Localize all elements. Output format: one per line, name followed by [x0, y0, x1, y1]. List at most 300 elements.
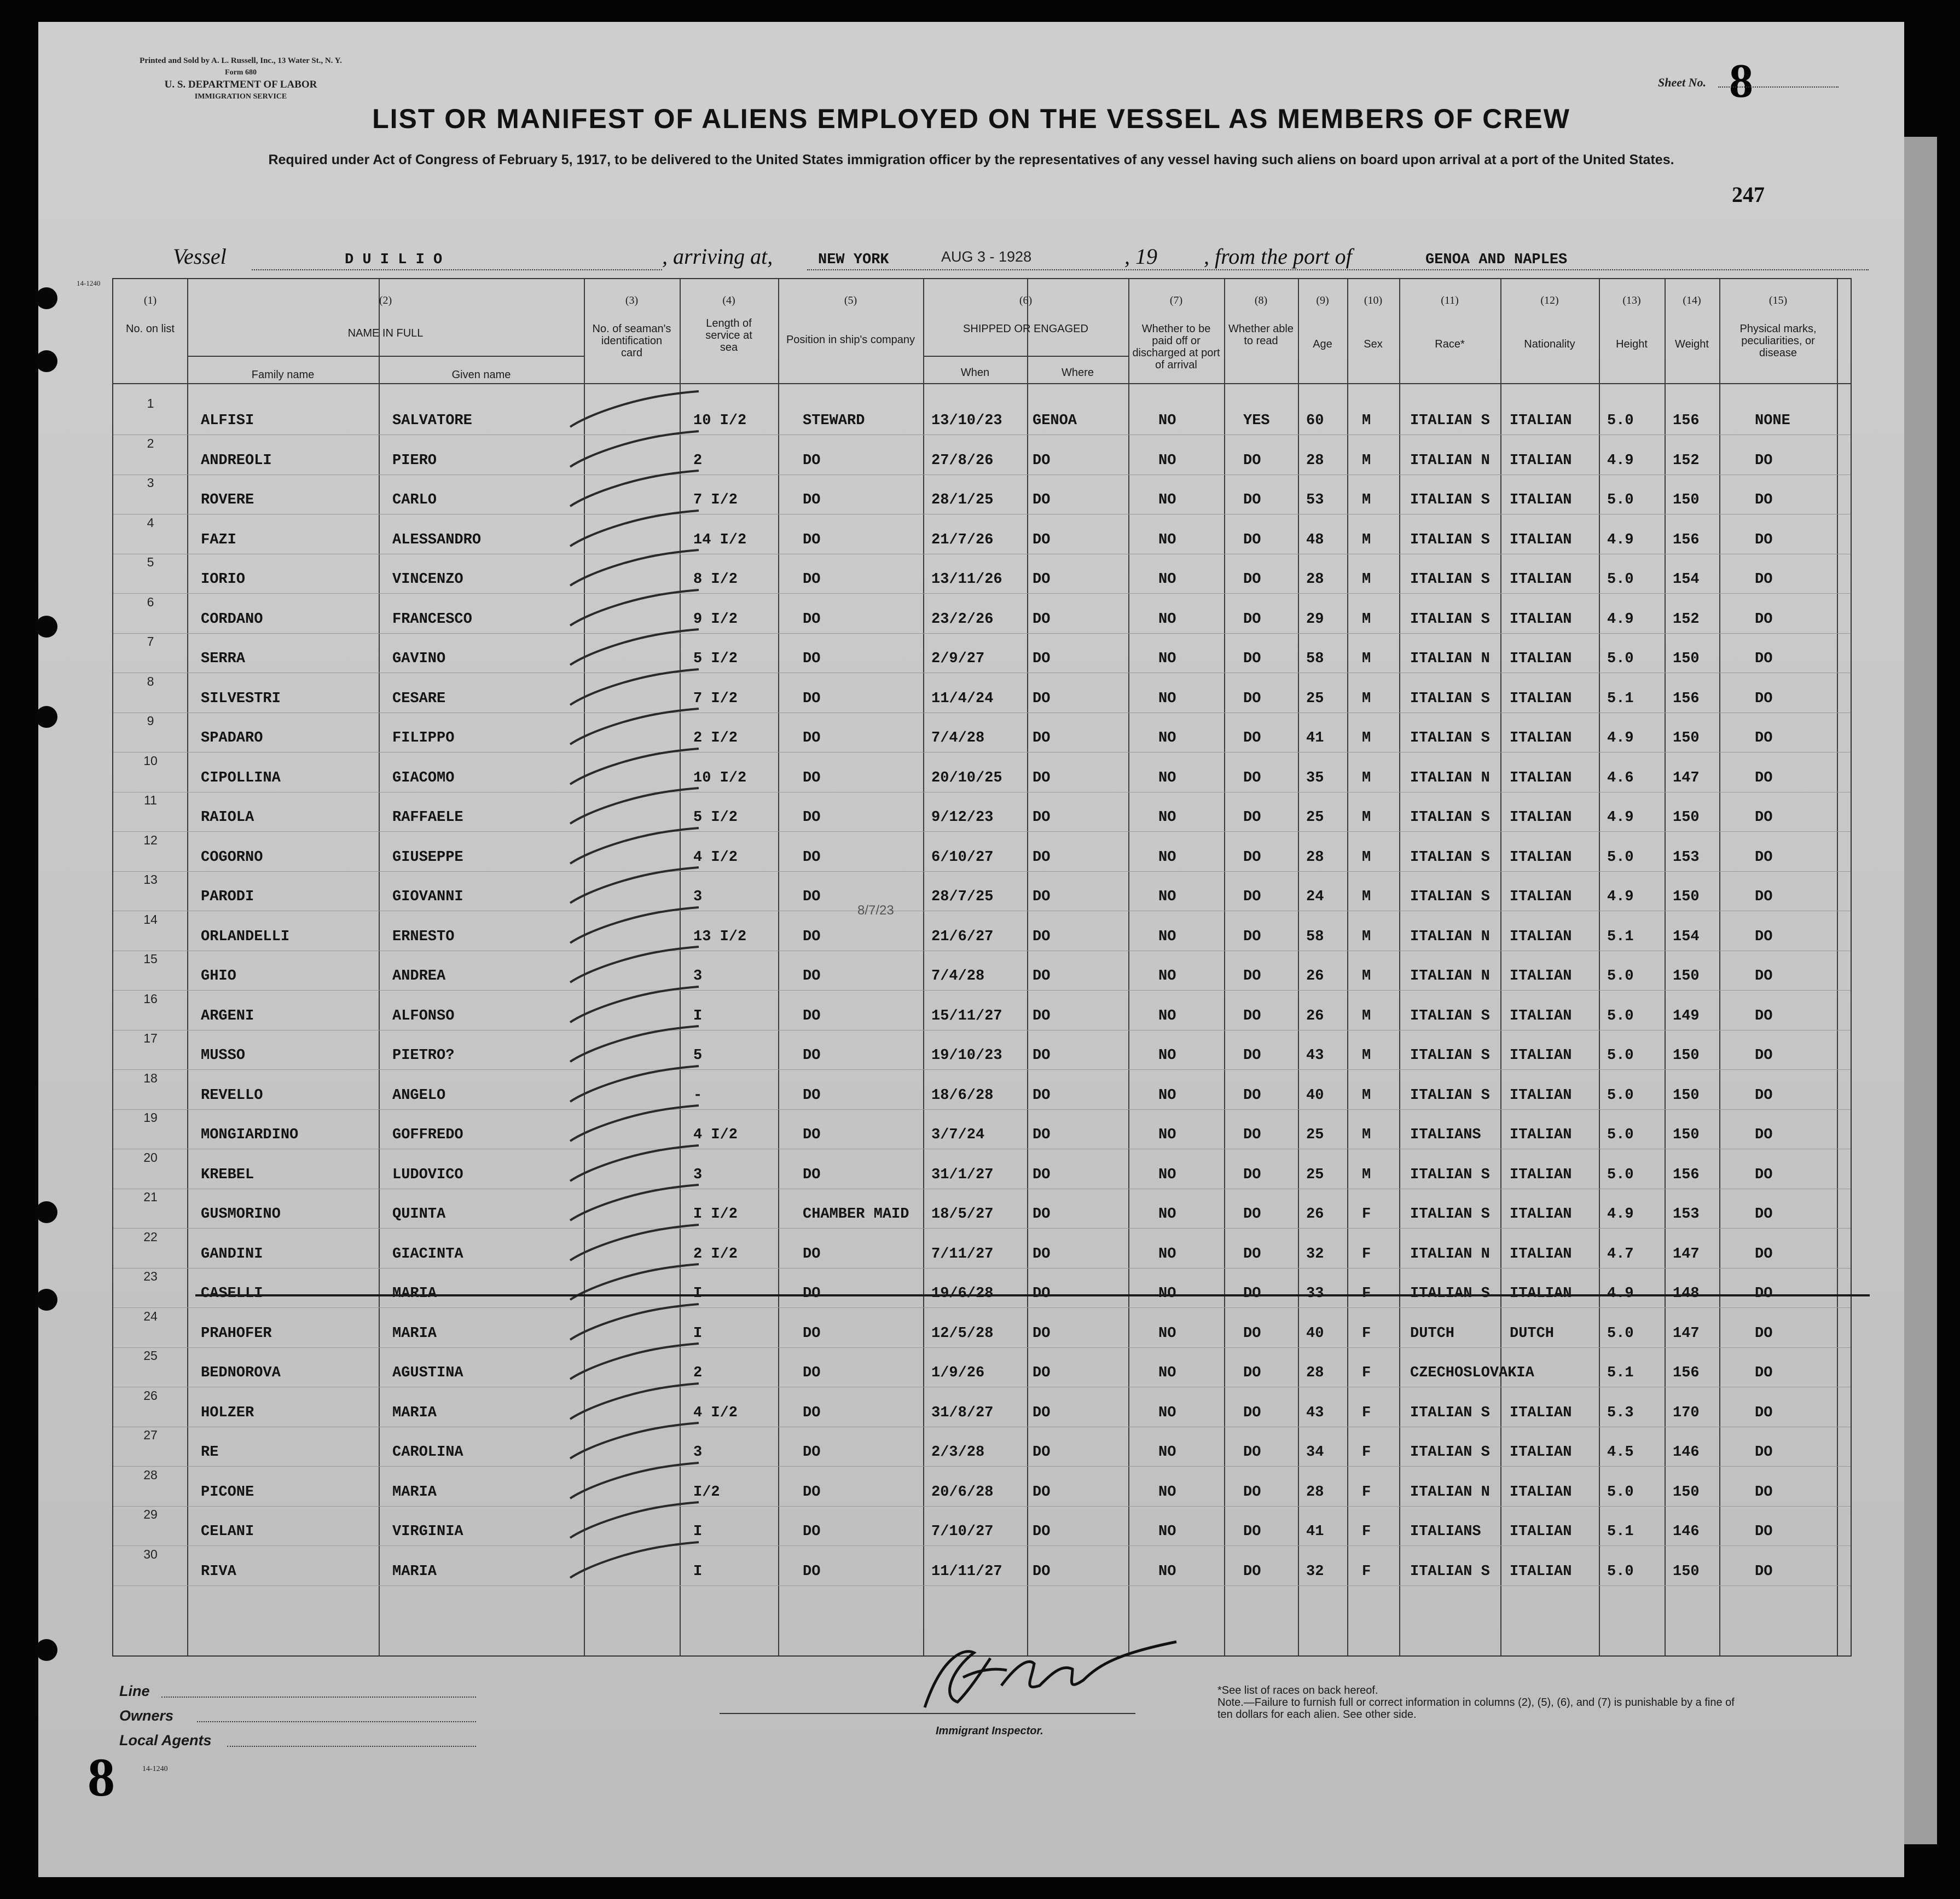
- shipped-where: DO: [1033, 531, 1051, 548]
- physical-marks: DO: [1755, 531, 1773, 548]
- nationality: ITALIAN: [1510, 452, 1572, 469]
- row-number: 18: [143, 1070, 158, 1085]
- service-length: 5 I/2: [693, 809, 738, 826]
- able-to-read: DO: [1243, 1087, 1261, 1104]
- paid-off: NO: [1158, 730, 1176, 746]
- weight: 156: [1673, 531, 1700, 548]
- col-number: (3): [625, 294, 639, 306]
- age: 41: [1306, 730, 1324, 746]
- shipped-where: DO: [1033, 1087, 1051, 1104]
- race: ITALIANS: [1410, 1127, 1481, 1143]
- position: DO: [803, 928, 821, 945]
- row-number: 14: [143, 912, 158, 927]
- race: ITALIAN N: [1410, 1484, 1490, 1501]
- weight: 150: [1673, 1484, 1700, 1501]
- physical-marks: DO: [1755, 651, 1773, 667]
- weight: 150: [1673, 651, 1700, 667]
- age: 25: [1306, 1166, 1324, 1183]
- age: 26: [1306, 968, 1324, 985]
- service-length: 7 I/2: [693, 690, 738, 707]
- family-name: ARGENI: [201, 1008, 254, 1024]
- row-number: 1: [147, 396, 154, 410]
- given-name: PIERO: [392, 452, 437, 469]
- shipped-when: 9/12/23: [931, 809, 994, 826]
- race: ITALIAN S: [1410, 730, 1490, 746]
- shipped-where: DO: [1033, 769, 1051, 786]
- position: DO: [803, 1563, 821, 1580]
- physical-marks: DO: [1755, 1166, 1773, 1183]
- paid-off: NO: [1158, 1166, 1176, 1183]
- row-number: 3: [147, 476, 154, 490]
- race: ITALIAN S: [1410, 1206, 1490, 1223]
- service-length: 3: [693, 889, 703, 905]
- service-length: I I/2: [693, 1206, 738, 1223]
- sex: F: [1362, 1286, 1371, 1302]
- row-number: 25: [143, 1348, 158, 1363]
- page-number: 247: [1732, 182, 1765, 207]
- age: 32: [1306, 1563, 1324, 1580]
- sex: M: [1362, 849, 1371, 866]
- row-number: 10: [143, 753, 158, 768]
- nationality: ITALIAN: [1510, 1524, 1572, 1540]
- race: ITALIAN N: [1410, 928, 1490, 945]
- row-number: 9: [147, 714, 154, 728]
- sex: M: [1362, 809, 1371, 826]
- physical-marks: DO: [1755, 1484, 1773, 1501]
- shipped-when: 15/11/27: [931, 1008, 1002, 1024]
- position: DO: [803, 1286, 821, 1302]
- shipped-when: 12/5/28: [931, 1325, 994, 1342]
- given-name: GAVINO: [392, 651, 446, 667]
- arrival-rule: [807, 269, 1869, 270]
- paid-off: NO: [1158, 849, 1176, 866]
- physical-marks: DO: [1755, 1246, 1773, 1263]
- nationality: ITALIAN: [1510, 1206, 1572, 1223]
- height: 5.0: [1607, 1127, 1634, 1143]
- weight: 147: [1673, 1325, 1700, 1342]
- sex: F: [1362, 1365, 1371, 1381]
- family-name: SPADARO: [201, 730, 263, 746]
- nationality: ITALIAN: [1510, 1166, 1572, 1183]
- height: 5.1: [1607, 1365, 1634, 1381]
- paid-off: NO: [1158, 889, 1176, 905]
- family-name: CELANI: [201, 1524, 254, 1540]
- family-name: BEDNOROVA: [201, 1365, 281, 1381]
- position: DO: [803, 889, 821, 905]
- height: 5.0: [1607, 1087, 1634, 1104]
- height: 4.6: [1607, 769, 1634, 786]
- position: DO: [803, 809, 821, 826]
- given-name: FRANCESCO: [392, 611, 472, 628]
- height: 5.1: [1607, 1524, 1634, 1540]
- race: ITALIAN N: [1410, 968, 1490, 985]
- nationality: ITALIAN: [1510, 889, 1572, 905]
- able-to-read: DO: [1243, 1524, 1261, 1540]
- position: DO: [803, 1484, 821, 1501]
- sex: M: [1362, 1127, 1371, 1143]
- weight: 150: [1673, 730, 1700, 746]
- sex: F: [1362, 1524, 1371, 1540]
- paid-off: NO: [1158, 769, 1176, 786]
- physical-marks: DO: [1755, 492, 1773, 508]
- shipped-where: DO: [1033, 1047, 1051, 1064]
- shipped-when: 31/8/27: [931, 1404, 994, 1421]
- col-number: (14): [1683, 294, 1701, 306]
- physical-marks: DO: [1755, 1365, 1773, 1381]
- height: 4.9: [1607, 889, 1634, 905]
- weight: 150: [1673, 1047, 1700, 1064]
- sex: M: [1362, 968, 1371, 985]
- service-length: I: [693, 1563, 703, 1580]
- physical-marks: DO: [1755, 1524, 1773, 1540]
- paid-off: NO: [1158, 1008, 1176, 1024]
- paid-off: NO: [1158, 1127, 1176, 1143]
- race: ITALIAN S: [1410, 809, 1490, 826]
- given-name: MARIA: [392, 1325, 437, 1342]
- age: 28: [1306, 1365, 1324, 1381]
- weight: 153: [1673, 1206, 1700, 1223]
- col-header-no: No. on list: [126, 323, 175, 335]
- shipped-when: 1/9/26: [931, 1365, 985, 1381]
- service-length: I/2: [693, 1484, 720, 1501]
- row-number: 21: [143, 1190, 158, 1204]
- shipped-where: DO: [1033, 730, 1051, 746]
- row-number: 5: [147, 555, 154, 569]
- height: 4.9: [1607, 809, 1634, 826]
- weight: 150: [1673, 1563, 1700, 1580]
- family-name: RE: [201, 1444, 219, 1461]
- arriving-label: , arriving at,: [662, 244, 773, 269]
- race: ITALIAN S: [1410, 1563, 1490, 1580]
- height: 5.0: [1607, 968, 1634, 985]
- height: 4.9: [1607, 452, 1634, 469]
- paid-off: NO: [1158, 1286, 1176, 1302]
- printer-line: Printed and Sold by A. L. Russell, Inc., 13 Water St., N. Y.: [140, 56, 342, 65]
- shipped-when: 28/7/25: [931, 889, 994, 905]
- age: 24: [1306, 889, 1324, 905]
- able-to-read: DO: [1243, 1365, 1261, 1381]
- family-name: GHIO: [201, 968, 236, 985]
- height: 5.3: [1607, 1404, 1634, 1421]
- shipped-when: 7/4/28: [931, 730, 985, 746]
- weight: 146: [1673, 1524, 1700, 1540]
- position: DO: [803, 730, 821, 746]
- col-header-id-card: No. of seaman's identification card: [592, 323, 671, 359]
- shipped-where: DO: [1033, 1166, 1051, 1183]
- nationality: ITALIAN: [1510, 1246, 1572, 1263]
- able-to-read: DO: [1243, 809, 1261, 826]
- age: 40: [1306, 1325, 1324, 1342]
- position: DO: [803, 492, 821, 508]
- height: 5.0: [1607, 1325, 1634, 1342]
- given-name: VIRGINIA: [392, 1524, 463, 1540]
- col-header-weight: Weight: [1675, 338, 1709, 350]
- weight: 146: [1673, 1444, 1700, 1461]
- col-header-paid-off: Whether to be paid off or discharged at port of arrival: [1132, 323, 1220, 371]
- row-number: 16: [143, 991, 158, 1006]
- shipped-when: 6/10/27: [931, 849, 994, 866]
- sex: M: [1362, 690, 1371, 707]
- age: 41: [1306, 1524, 1324, 1540]
- col-header-family-name: Family name: [251, 369, 315, 381]
- service-length: 5 I/2: [693, 651, 738, 667]
- height: 5.0: [1607, 1563, 1634, 1580]
- department-name: U. S. DEPARTMENT OF LABOR: [164, 79, 317, 90]
- family-name: PARODI: [201, 889, 254, 905]
- service-length: 3: [693, 968, 703, 985]
- position: DO: [803, 968, 821, 985]
- race: ITALIAN S: [1410, 1444, 1490, 1461]
- row-number: 13: [143, 872, 158, 887]
- check-mark: [562, 1539, 704, 1589]
- shipped-where: DO: [1033, 1008, 1051, 1024]
- physical-marks: DO: [1755, 690, 1773, 707]
- weight: 147: [1673, 769, 1700, 786]
- weight: 154: [1673, 571, 1700, 588]
- given-name: GIACOMO: [392, 769, 455, 786]
- height: 5.0: [1607, 1008, 1634, 1024]
- sex: M: [1362, 1166, 1371, 1183]
- row-number: 12: [143, 832, 158, 847]
- able-to-read: DO: [1243, 1127, 1261, 1143]
- printer-block: [71, 55, 410, 103]
- shipped-when: 28/1/25: [931, 492, 994, 508]
- col-header-read: Whether able to read: [1228, 323, 1294, 347]
- service-length: 4 I/2: [693, 1404, 738, 1421]
- height: 5.0: [1607, 849, 1634, 866]
- family-name: MUSSO: [201, 1047, 246, 1064]
- age: 25: [1306, 809, 1324, 826]
- date-stamp: AUG 3 - 1928: [941, 248, 1032, 265]
- race: ITALIAN S: [1410, 1047, 1490, 1064]
- service-length: 13 I/2: [693, 928, 747, 945]
- sex: M: [1362, 651, 1371, 667]
- shipped-where: DO: [1033, 928, 1051, 945]
- paid-off: NO: [1158, 611, 1176, 628]
- shipped-when: 19/10/23: [931, 1047, 1002, 1064]
- physical-marks: NONE: [1755, 413, 1790, 429]
- given-name: ERNESTO: [392, 928, 455, 945]
- footer-line-label: Line: [119, 1683, 150, 1699]
- age: 43: [1306, 1047, 1324, 1064]
- shipped-where: DO: [1033, 1127, 1051, 1143]
- row-number: 28: [143, 1467, 158, 1482]
- shipped-when: 3/7/24: [931, 1127, 985, 1143]
- able-to-read: DO: [1243, 1286, 1261, 1302]
- shipped-where: DO: [1033, 1484, 1051, 1501]
- nationality: ITALIAN: [1510, 651, 1572, 667]
- shipped-when: 7/11/27: [931, 1246, 994, 1263]
- footer-agents-label: Local Agents: [119, 1732, 212, 1749]
- handwritten-annotation: 8/7/23: [857, 903, 894, 918]
- race: ITALIAN S: [1410, 849, 1490, 866]
- race: ITALIAN S: [1410, 1166, 1490, 1183]
- position: DO: [803, 769, 821, 786]
- race: DUTCH: [1410, 1325, 1455, 1342]
- service-length: 14 I/2: [693, 531, 747, 548]
- col-number: (2): [379, 294, 392, 306]
- row-number: 26: [143, 1388, 158, 1403]
- col-number: (12): [1540, 294, 1559, 306]
- footer-form-code: 14-1240: [142, 1765, 168, 1773]
- physical-marks: DO: [1755, 849, 1773, 866]
- position: DO: [803, 1087, 821, 1104]
- col-header-race: Race*: [1435, 338, 1465, 350]
- age: 43: [1306, 1404, 1324, 1421]
- physical-marks: DO: [1755, 1404, 1773, 1421]
- sex: M: [1362, 730, 1371, 746]
- vessel-label: Vessel: [173, 244, 227, 269]
- punch-hole: [36, 287, 57, 309]
- paid-off: NO: [1158, 413, 1176, 429]
- vessel-name: D U I L I O: [345, 252, 443, 268]
- paid-off: NO: [1158, 1325, 1176, 1342]
- nationality: ITALIAN: [1510, 1484, 1572, 1501]
- height: 5.1: [1607, 928, 1634, 945]
- shipped-where: DO: [1033, 889, 1051, 905]
- paid-off: NO: [1158, 571, 1176, 588]
- shipped-when: 11/4/24: [931, 690, 994, 707]
- able-to-read: DO: [1243, 849, 1261, 866]
- able-to-read: DO: [1243, 1444, 1261, 1461]
- row-number: 7: [147, 634, 154, 649]
- sex: M: [1362, 492, 1371, 508]
- shipped-where: DO: [1033, 1206, 1051, 1223]
- age: 28: [1306, 452, 1324, 469]
- paid-off: NO: [1158, 1047, 1176, 1064]
- weight: 170: [1673, 1404, 1700, 1421]
- form-code: 14-1240: [77, 279, 101, 287]
- family-name: RAIOLA: [201, 809, 254, 826]
- height: 4.9: [1607, 1286, 1634, 1302]
- service-length: 7 I/2: [693, 492, 738, 508]
- race: ITALIAN S: [1410, 889, 1490, 905]
- paid-off: NO: [1158, 651, 1176, 667]
- sex: F: [1362, 1325, 1371, 1342]
- given-name: MARIA: [392, 1286, 437, 1302]
- paid-off: NO: [1158, 968, 1176, 985]
- able-to-read: DO: [1243, 1484, 1261, 1501]
- nationality: ITALIAN: [1510, 769, 1572, 786]
- paid-off: NO: [1158, 690, 1176, 707]
- family-name: COGORNO: [201, 849, 263, 866]
- family-name: CASELLI: [201, 1286, 263, 1302]
- weight: 150: [1673, 809, 1700, 826]
- nationality: ITALIAN: [1510, 492, 1572, 508]
- shipped-where: DO: [1033, 1444, 1051, 1461]
- shipped-where: DO: [1033, 571, 1051, 588]
- departure-port: GENOA AND NAPLES: [1425, 252, 1568, 268]
- given-name: GIACINTA: [392, 1246, 463, 1263]
- family-name: ROVERE: [201, 492, 254, 508]
- physical-marks: DO: [1755, 1087, 1773, 1104]
- given-name: GIOVANNI: [392, 889, 463, 905]
- able-to-read: DO: [1243, 531, 1261, 548]
- service-length: I: [693, 1286, 703, 1302]
- able-to-read: DO: [1243, 1246, 1261, 1263]
- given-name: ANGELO: [392, 1087, 446, 1104]
- row-number: 15: [143, 952, 158, 966]
- shipped-where: DO: [1033, 1563, 1051, 1580]
- position: CHAMBER MAID: [803, 1206, 909, 1223]
- age: 53: [1306, 492, 1324, 508]
- race: ITALIAN S: [1410, 492, 1490, 508]
- height: 5.0: [1607, 1166, 1634, 1183]
- sex: F: [1362, 1563, 1371, 1580]
- shipped-where: DO: [1033, 1286, 1051, 1302]
- height: 5.0: [1607, 651, 1634, 667]
- sex: M: [1362, 413, 1371, 429]
- row-number: 29: [143, 1507, 158, 1521]
- family-name: GANDINI: [201, 1246, 263, 1263]
- col-header-sex: Sex: [1364, 338, 1383, 350]
- service-length: 4 I/2: [693, 849, 738, 866]
- race: ITALIAN S: [1410, 1087, 1490, 1104]
- service-length: 2: [693, 452, 703, 469]
- col-header-where: Where: [1062, 367, 1094, 379]
- sex: M: [1362, 1087, 1371, 1104]
- height: 5.0: [1607, 571, 1634, 588]
- shipped-where: DO: [1033, 1325, 1051, 1342]
- paid-off: NO: [1158, 809, 1176, 826]
- race: ITALIAN S: [1410, 690, 1490, 707]
- age: 35: [1306, 769, 1324, 786]
- given-name: MARIA: [392, 1484, 437, 1501]
- nationality: ITALIAN: [1510, 413, 1572, 429]
- age: 34: [1306, 1444, 1324, 1461]
- vessel-rule: [252, 269, 662, 270]
- service-length: 3: [693, 1166, 703, 1183]
- shipped-when: 13/10/23: [931, 413, 1002, 429]
- able-to-read: DO: [1243, 1206, 1261, 1223]
- shipped-where: DO: [1033, 452, 1051, 469]
- col-number: (7): [1169, 294, 1183, 306]
- family-name: IORIO: [201, 571, 246, 588]
- family-name: HOLZER: [201, 1404, 254, 1421]
- row-number: 17: [143, 1031, 158, 1045]
- able-to-read: DO: [1243, 1563, 1261, 1580]
- position: DO: [803, 1524, 821, 1540]
- family-name: CIPOLLINA: [201, 769, 281, 786]
- physical-marks: DO: [1755, 1127, 1773, 1143]
- height: 5.1: [1607, 690, 1634, 707]
- position: STEWARD: [803, 413, 865, 429]
- col-number: (4): [722, 294, 735, 306]
- age: 48: [1306, 531, 1324, 548]
- race: ITALIAN N: [1410, 651, 1490, 667]
- physical-marks: DO: [1755, 1444, 1773, 1461]
- physical-marks: DO: [1755, 571, 1773, 588]
- sheet-number-footer: 8: [88, 1747, 115, 1808]
- given-name: MARIA: [392, 1404, 437, 1421]
- manifest-sheet: [38, 22, 1904, 1877]
- height: 5.0: [1607, 1047, 1634, 1064]
- shipped-when: 18/6/28: [931, 1087, 994, 1104]
- age: 28: [1306, 849, 1324, 866]
- height: 4.9: [1607, 531, 1634, 548]
- sex: M: [1362, 769, 1371, 786]
- shipped-when: 21/7/26: [931, 531, 994, 548]
- col-header-position: Position in ship's company: [786, 334, 915, 346]
- age: 28: [1306, 571, 1324, 588]
- physical-marks: DO: [1755, 809, 1773, 826]
- able-to-read: DO: [1243, 690, 1261, 707]
- shipped-where: GENOA: [1033, 413, 1077, 429]
- paid-off: NO: [1158, 928, 1176, 945]
- shipped-where: DO: [1033, 611, 1051, 628]
- nationality: ITALIAN: [1510, 730, 1572, 746]
- paid-off: NO: [1158, 531, 1176, 548]
